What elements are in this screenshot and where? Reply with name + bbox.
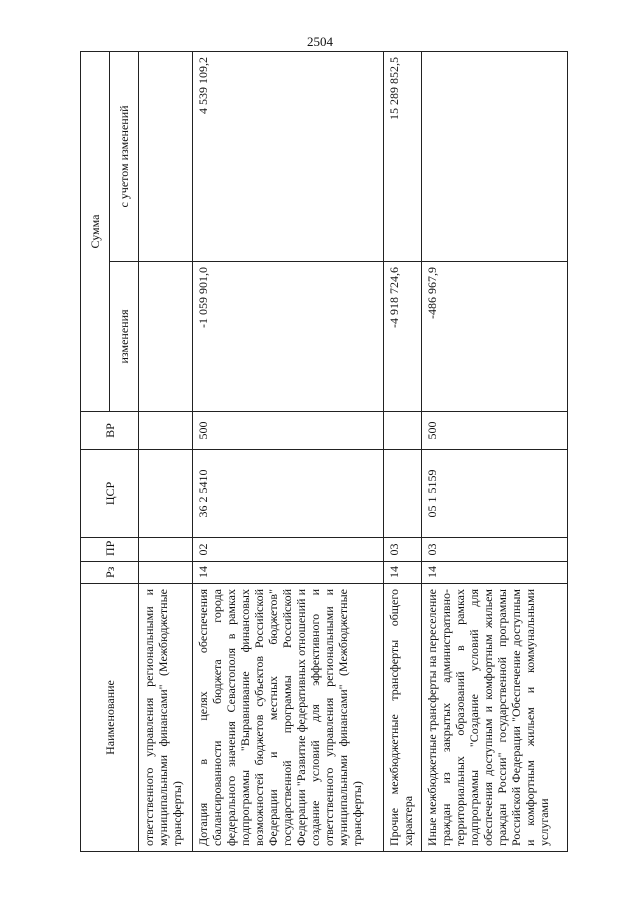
header-vr: ВР (81, 412, 139, 450)
table-header-row (81, 51, 110, 851)
row-pr: 02 (192, 538, 384, 562)
row-name: Прочие межбюджетные трансферты общего характера (384, 584, 422, 852)
row-with-changes: 4 539 109,2 (192, 51, 384, 261)
row-csr (384, 450, 422, 538)
header-changes: изменения (110, 262, 139, 412)
header-rz: Рз (81, 562, 139, 584)
row-name: ответственного управления региональными и муниципальными финансами" (Межбюджетные трансферты) (139, 584, 193, 852)
row-csr (139, 450, 193, 538)
row-pr (139, 538, 193, 562)
row-name: Иные межбюджетные трансферты на переселение граждан из закрытых административно-территориальных образований в рамках подпрограммы "Создание условий для обеспечения доступным и комфортным жильем граждан России" государственной программы Российской Федерации "Обеспечение доступным и комфортным жильем и коммунальными услугами (422, 584, 568, 852)
row-with-changes (139, 51, 193, 261)
row-changes: -486 967,9 (422, 262, 568, 412)
page-number: 2504 (307, 34, 333, 49)
table-row (192, 51, 384, 851)
row-pr: 03 (422, 538, 568, 562)
row-vr: 500 (192, 412, 384, 450)
row-pr: 03 (384, 538, 422, 562)
row-vr (139, 412, 193, 450)
header-name: Наименование (81, 584, 139, 852)
row-name: Дотация в целях обеспечения сбалансированности бюджета города федерального значения Севастополя в рамках подпрограммы "Выравнивание финансовых возможностей бюджетов субъектов Российской Федерации и местных бюджетов" государственной программы Российской Федерации "Развитие федеративных отношений и создание условий для эффективного и ответственного управления региональными и муниципальными финансами" (Межбюджетные трансферты) (192, 584, 384, 852)
row-changes: -4 918 724,6 (384, 262, 422, 412)
table-row (139, 51, 193, 851)
row-rz (139, 562, 193, 584)
row-rz: 14 (422, 562, 568, 584)
row-changes: -1 059 901,0 (192, 262, 384, 412)
row-with-changes (422, 51, 568, 261)
header-sum: Сумма (81, 51, 110, 411)
row-vr: 500 (422, 412, 568, 450)
budget-table-rotated (80, 52, 568, 852)
row-csr: 05 1 5159 (422, 450, 568, 538)
header-csr: ЦСР (81, 450, 139, 538)
table-row (422, 51, 568, 851)
header-with-changes: с учетом изменений (110, 51, 139, 261)
header-pr: ПР (81, 538, 139, 562)
row-with-changes: 15 289 852,5 (384, 51, 422, 261)
row-csr: 36 2 5410 (192, 450, 384, 538)
row-vr (384, 412, 422, 450)
row-rz: 14 (192, 562, 384, 584)
row-changes (139, 262, 193, 412)
budget-table (80, 51, 568, 852)
table-row (384, 51, 422, 851)
row-rz: 14 (384, 562, 422, 584)
